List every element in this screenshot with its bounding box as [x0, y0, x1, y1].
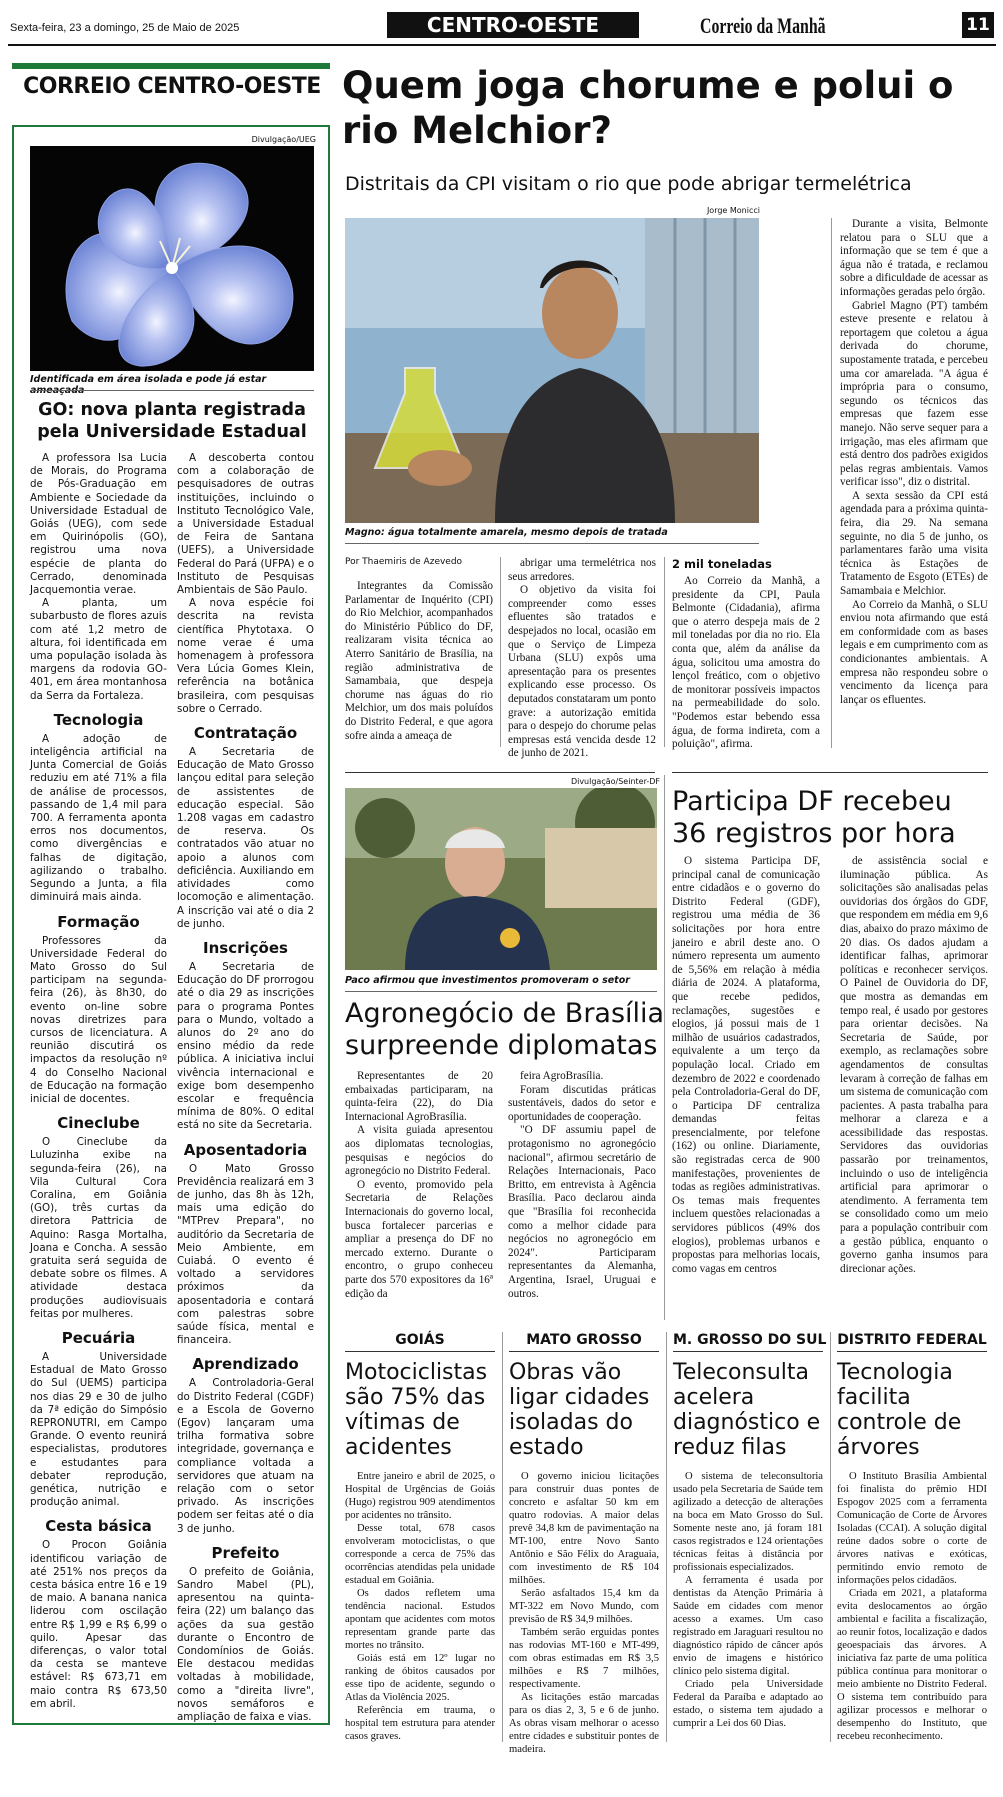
sidebar-brief — [30, 711, 167, 905]
sidebar-headline: GO: nova planta registrada pela Universidade Estadual — [37, 400, 307, 442]
main-divider-3 — [831, 218, 832, 748]
paragraph: O Mato Grosso Previdência realizará em 3 de junho, das 8h às 12h, mais uma edição do "MTPrev Prepara", no auditório da Secretaria de Meio Ambiente, em Cuiabá. O evento é voltado a servidores próximos da aposentadoria e contará com palestras sobre saúde física, mental e financeira. — [177, 1162, 314, 1347]
paragraph: Referência em trauma, o hospital tem estrutura para atender casos graves. — [345, 1705, 495, 1742]
sidebar-title: CORREIO CENTRO-OESTE — [23, 74, 321, 99]
main-col-1 — [345, 580, 493, 743]
sidebar-brief — [177, 1141, 314, 1348]
caption-rule — [30, 390, 314, 391]
brief-heading: Aposentadoria — [183, 1140, 308, 1159]
main-col-4 — [840, 218, 988, 707]
regional-divider — [502, 1332, 503, 1742]
sidebar-photo-credit: Divulgação/UEG — [251, 135, 316, 144]
paragraph: Durante a visita, Belmonte relatou para o SLU que a informação que se tem é que a água não é tratada, e reclamou sobre a dificuldade de acessar as informações geradas pelo órgão. — [840, 218, 988, 298]
regional-title: Motociclistas são 75% das vítimas de acidentes — [345, 1360, 488, 1460]
sidebar-brief — [177, 1355, 314, 1535]
sidebar-brief — [177, 724, 314, 931]
paragraph: "O DF assumiu papel de protagonismo no agronegócio nacional", afirmou secretário de Relações Internacionais, Paco Britto, em entrevista à Agência Brasília. Paco declarou ainda que "Brasília foi reconhecida como a melhor cidade para negócios no agronegócio em 2024". Participaram representantes da Alemanha, Argentina, Israel, Uruguai e outros. — [508, 1124, 656, 1300]
paragraph: Ao Correio da Manhã, a presidente da CPI, Paula Belmonte (Cidadania), afirma que o aterro despeja mais de 2 mil toneladas por dia no rio. Ela conta que, além da análise da água, solicitou uma amostra do lençol freático, com o objetivo de monitorar possíveis impactos na permeabilidade do solo. "Podemos estar bebendo essa água, de forma indireta, com a poluição", afirma. — [672, 575, 820, 751]
participa-top-rule — [672, 772, 988, 773]
regional-label: DISTRITO FEDERAL — [837, 1332, 987, 1352]
sidebar-brief — [177, 939, 314, 1133]
agro-col-1 — [345, 1070, 493, 1301]
sidebar-photo-caption: Identificada em área isolada e pode já estar ameaçada — [30, 374, 267, 396]
brief-heading: Inscrições — [203, 938, 288, 957]
cpi-photo — [345, 218, 759, 523]
byline: Por Thaemiris de Azevedo — [345, 557, 463, 567]
sidebar-brief — [30, 1329, 167, 1509]
paragraph: Serão asfaltados 15,4 km da MT-322 em Novo Mundo, com previsão de R$ 34,9 milhões. — [509, 1588, 659, 1625]
sidebar-right-column — [177, 452, 314, 1732]
brief-heading: Aprendizado — [192, 1355, 299, 1374]
paragraph: Professores da Universidade Federal do Mato Grosso do Sul participam na segunda-feira (26), às 8h30, do evento on-line sobre novas diretrizes para cursos de licenciatura. A reunião discutirá os impactos da resolução nº 4 do Conselho Nacional de Educação na formação inicial de docentes. — [30, 934, 167, 1105]
brief-heading: Cesta básica — [45, 1517, 152, 1536]
regional-brief — [345, 1332, 495, 1743]
paragraph: A visita guiada apresentou aos diplomatas tecnologias, pesquisas e negócios do agronegócio no Distrito Federal. — [345, 1124, 493, 1178]
regional-brief — [673, 1332, 827, 1730]
brief-heading: Contratação — [193, 724, 298, 743]
sidebar-green-bar — [12, 63, 330, 69]
agro-photo-caption: Paco afirmou que investimentos promoveram o setor — [345, 975, 630, 986]
paragraph: Desse total, 678 casos envolveram motociclistas, o que corresponde a cerca de 75% das ocorrências atendidas pela unidade estadual em Goiânia. — [345, 1523, 495, 1586]
paragraph: O sistema Participa DF, principal canal de comunicação entre cidadãos e o governo do Distrito Federal (GDF), registrou uma média de 36 solicitações por hora entre janeiro e abril deste ano. O número representa um aumento de 5,56% em relação à média diária de 2024. A plataforma, que recebe pedidos, reclamações, sugestões e elogios, já possui mais de 1 milhão de usuários cadastrados, equivalente a um terço da população local. Criado em dezembro de 2022 e coordenado pela Controladoria-Geral do DF, o Participa DF centraliza demandas feitas presencialmente, por telefone (162) ou online. Diariamente, são registradas cerca de 900 manifestações, provenientes de todas as regiões administrativas. Os temas mais frequentes incluem questões relacionadas a servidores públicos (49% dos elogios), problemas urbanos e propostas para melhorias locais, como vagas em centros — [672, 855, 820, 1275]
brief-heading: Formação — [57, 912, 140, 931]
paragraph: A Controladoria-Geral do Distrito Federal (CGDF) e a Escola de Governo (Egov) lançaram uma trilha formativa sobre integridade, governança e compliance voltada a servidores que atuam na relação com o setor privado. As inscrições podem ser feitas até o dia 3 de junho. — [177, 1377, 314, 1535]
paragraph: A Universidade Estadual de Mato Grosso do Sul (UEMS) participa nos dias 29 e 30 de julho da 7ª edição do Simpósio REPRONUTRI, em Campo Grande. O evento reunirá especialistas, produtores e estudantes para debater reprodução, genética, nutrição e produção animal. — [30, 1350, 167, 1509]
paragraph: O governo iniciou licitações para construir duas pontes de concreto e asfaltar 50 km em quatro rodovias. A maior delas prevê 34,8 km de pavimentação na MT-100, entre Novo Santo Antônio e São Félix do Araguaia, com investimento de R$ 104 milhões. — [509, 1471, 659, 1586]
regional-title: Obras vão ligar cidades isoladas do estado — [509, 1360, 650, 1460]
sidebar-brief — [30, 452, 167, 703]
main-caption-rule — [345, 543, 759, 544]
paragraph: A descoberta contou com a colaboração de pesquisadores de outras instituições, incluindo o Instituto Tecnológico Vale, a Universidade Estadual de Feira de Santana (UEFS), a Universidade Federal do Pará (UFPA) e o Instituto de Pesquisas Ambientais de São Paulo. — [177, 452, 314, 597]
paragraph: A Secretaria de Educação de Mato Grosso lançou edital para seleção de assistentes de educação especial. São 1.208 vagas em cadastro de reserva. Os contratados vão atuar no apoio a alunos com deficiência. Auxiliando em atividades como locomoção e alimentação. A inscrição vai até o dia 2 de junho. — [177, 746, 314, 930]
regional-label: GOIÁS — [345, 1332, 495, 1352]
paragraph: Os dados refletem uma tendência nacional. Estudos apontam que acidentes com motos representam grande parte das mortes no trânsito. — [345, 1588, 495, 1651]
regional-brief — [837, 1332, 987, 1743]
main-headline: Quem joga chorume e polui o rio Melchior? — [342, 64, 954, 152]
page-number: 11 — [962, 12, 994, 38]
paragraph: feira AgroBrasília. — [520, 1070, 604, 1082]
regional-brief — [509, 1332, 659, 1756]
participa-col-1 — [672, 855, 820, 1276]
paragraph: Ao Correio da Manhã, o SLU enviou nota afirmando que está em conformidade com as bases legais e em cumprimento com as condicionantes ambientais. A empresa não respondeu sobre o vencimento da licença para lançar os efluentes. — [840, 598, 988, 706]
sidebar-brief — [177, 452, 314, 716]
agro-col-2 — [508, 1070, 656, 1301]
main-col-3 — [672, 575, 820, 752]
regional-label: MATO GROSSO — [509, 1332, 659, 1352]
brief-heading: Tecnologia — [53, 710, 144, 729]
agro-photo — [345, 788, 657, 970]
main-divider-2 — [664, 557, 665, 747]
paragraph: O Instituto Brasília Ambiental foi finalista do prêmio HDI Espogov 2025 com a ferramenta Comunicação de Corte de Árvores Isoladas (CCAI). A solução digital reúne dados sobre o corte de árvores nativas e exóticas, permitindo envio remoto de informações pelos cidadãos. — [837, 1471, 987, 1586]
regional-briefs — [345, 1332, 988, 1755]
paragraph: O Procon Goiânia identificou variação de até 251% nos preços da cesta básica entre 16 e 19 de maio. A banana nanica liderou com oscilação entre R$ 1,99 e R$ 6,99 o quilo. Apesar das diferenças, o valor total da cesta se manteve estável: R$ 673,71 em maio contra R$ 673,50 em abril. — [30, 1539, 167, 1710]
main-subheadline: Distritais da CPI visitam o rio que pode abrigar termelétrica — [345, 173, 912, 195]
paragraph: Criado pela Universidade Federal da Paraíba e adaptado ao estado, o sistema tem ajudado a cumprir a Lei dos 60 Dias. — [673, 1679, 823, 1729]
paragraph: A adoção de inteligência artificial na Junta Comercial de Goiás reduziu em até 71% a fila de análise de processos, passando de 1,4 mil para 700. A ferramenta aponta erros nos documentos, como divergências e falhas de digitação, agilizando o trabalho. Segundo a Junta, a fila diminuirá mais ainda. — [30, 732, 167, 904]
regional-label: M. GROSSO DO SUL — [673, 1332, 823, 1352]
header-rule — [8, 44, 996, 46]
regional-title: Tecnologia facilita controle de árvores — [837, 1360, 962, 1460]
paragraph: O objetivo da visita foi compreender como esses efluentes são tratados e despejados no local, ocasião em que o Serviço de Limpeza Urbana (SLU) expôs uma apresentação para os presentes explicando esse processo. Os deputados constataram um ponto grave: a autorização emitida para o despejo do chorume pelas empresas está vencida desde 12 de junho de 2021. — [508, 584, 656, 760]
paragraph: A sexta sessão da CPI está agendada para a próxima quinta-feira, dia 29. Na semana seguinte, no dia 5 de junho, os parlamentares farão uma visita técnica às Estações de Tratamento de Esgoto (ETEs) de Samambaia e Melchior. — [840, 489, 988, 598]
paragraph: A Secretaria de Educação do DF prorrogou até o dia 29 as inscrições para o programa Pontes para o Mundo, voltado a alunos do 2º ano do ensino médio da rede pública. A iniciativa inclui vivência internacional e exige bom desempenho escolar e frequência mínima de 80%. O edital está no site da Secretaria. — [177, 960, 314, 1132]
brief-heading: Prefeito — [211, 1543, 280, 1562]
main-col-2 — [508, 557, 656, 761]
paragraph: de assistência social e iluminação pública. As solicitações são analisadas pelas ouvidorias dos órgãos do GDF, que respondem em média em 9,6 dias, abaixo do prazo máximo de 20 dias. Os dados ajudam a identificar falhas, aprimorar políticas e reconhecer serviços. O Painel de Ouvidoria do DF, que mostra as demandas em tempo real, é usado por gestores para orientar decisões. Na Secretaria de Saúde, por exemplo, as reclamações sobre agendamentos de consultas levaram à correção de falhas em um sistema de comunicação com pacientes. A pasta trabalha para melhorar a clareza e a acessibilidade das respostas. Servidores das ouvidorias passarão por treinamentos, incluindo o uso de inteligência artificial para aprimorar o atendimento. A ferramenta tem se consolidado como um meio para a população contribuir com a gestão pública, enquanto o governo ganha insumos para direcionar ações. — [840, 855, 988, 1275]
paragraph: Integrantes da Comissão Parlamentar de Inquérito (CPI) do Rio Melchior, acompanhados do Ministério Público do DF, realizaram visita técnica ao Aterro Sanitário de Brasília, na região administrativa de Samambaia, que despeja chorume nas águas do rio Melchior, um dos mais poluídos do Distrito Federal, e que agora sofre ainda a ameaça de — [345, 580, 493, 742]
sidebar-brief — [177, 1544, 314, 1724]
paragraph: As licitações estão marcadas para os dias 2, 3, 5 e 6 de junho. As obras visam melhorar o acesso entre cidades e substituir pontes de madeira. — [509, 1692, 659, 1755]
paragraph: A professora Isa Lucia de Morais, do Programa de Pós-Graduação em Ambiente e Sociedade da Universidade Estadual de Goiás (UEG), com sede em Quirinópolis (GO), registrou uma nova espécie de planta do Cerrado, denominada Jacquemontia verae. — [30, 452, 167, 597]
issue-date: Sexta-feira, 23 a domingo, 25 de Maio de 2025 — [10, 22, 240, 34]
brief-heading: Cineclube — [57, 1114, 140, 1133]
regional-divider — [830, 1332, 831, 1742]
sidebar-brief — [30, 1114, 167, 1321]
paragraph: A nova espécie foi descrita na revista científica Phytotaxa. O nome verae é uma homenagem à professora Vera Lúcia Gomes Klein, referência na botânica brasileira, com pesquisas sobre o Cerrado. — [177, 597, 314, 715]
main-col-3-heading: 2 mil toneladas — [672, 557, 772, 571]
paragraph: abrigar uma termelétrica nos seus arredores. — [508, 557, 656, 583]
agro-headline: Agronegócio de Brasília surpreende diplomatas — [345, 998, 665, 1061]
paragraph: Criada em 2021, a plataforma evita deslocamentos ao órgão ambiental e facilita a fiscalização, ao reunir fotos, localização e dados geoespaciais das árvores. A iniciativa faz parte de uma política pública contínua para monitorar o meio ambiente no Distrito Federal. O sistema tem contribuído para agilizar processos e melhorar o desempenho do Instituto, que recebeu reconhecimento. — [837, 1588, 987, 1742]
agro-divider — [664, 775, 665, 1320]
brand-logo: Correio da Manhã — [700, 13, 826, 38]
regional-title: Teleconsulta acelera diagnóstico e reduz filas — [673, 1360, 821, 1460]
participa-col-2 — [840, 855, 988, 1276]
main-photo-credit: Jorge Monicci — [706, 206, 760, 215]
sidebar-left-column — [30, 452, 167, 1719]
paragraph: O evento, promovido pela Secretaria de Relações Internacionais do governo local, busca fortalecer parcerias e ampliar a presença do DF no mercado externo. Durante o encontro, o grupo conheceu parte dos 570 expositores da 16ª edição da — [345, 1178, 493, 1300]
participa-headline: Participa DF recebeu 36 registros por hora — [672, 786, 956, 849]
paragraph: O sistema de teleconsultoria usado pela Secretaria de Saúde tem agilizado a detecção de alterações na boca em Mato Grosso do Sul. Somente neste ano, já foram 181 casos registrados e 124 orientações técnicas feitas à distância por profissionais especializados. — [673, 1471, 823, 1573]
flower-photo — [30, 146, 314, 371]
brief-heading: Pecuária — [61, 1328, 136, 1347]
paragraph: O Cineclube da Luluzinha exibe na segunda-feira (26), na Vila Cultural Cora Coralina, em Goiânia (GO), três curtas da diretora Pattricia de Aquino: Rasga Mortalha, Joana e Concha. A sessão gratuita será seguida de debate sobre os filmes. A atividade destaca produções audiovisuais feitas por mulheres. — [30, 1136, 167, 1320]
paragraph: A planta, um subarbusto de flores azuis com até 1,2 metro de altura, foi identificada em uma população isolada às margens da rodovia GO-401, em área montanhosa da Serra da Fortaleza. — [30, 597, 167, 702]
agro-photo-credit: Divulgação/Seinter-DF — [570, 777, 660, 786]
section-banner: CENTRO-OESTE — [387, 12, 639, 38]
paragraph: Representantes de 20 embaixadas participaram, na quinta-feira (22), do Dia Internacional AgroBrasília. — [345, 1070, 493, 1123]
paragraph: Entre janeiro e abril de 2025, o Hospital de Urgências de Goiás (Hugo) registrou 909 atendimentos por acidentes no trânsito. — [345, 1471, 495, 1521]
paragraph: A ferramenta é usada por dentistas da Atenção Primária à Saúde em cidades com menor acesso a exames. Um caso registrado em Jaraguari resultou no diagnóstico rápido de câncer após envio de imagens e histórico clínico pelo sistema digital. — [673, 1575, 823, 1677]
agro-caption-rule — [345, 991, 657, 992]
paragraph: Também serão erguidas pontes nas rodovias MT-160 e MT-499, com obras estimadas em R$ 3,5 milhões e R$ 7 milhões, respectivamente. — [509, 1627, 659, 1690]
sidebar-brief — [30, 913, 167, 1107]
paragraph: Goiás está em 12º lugar no ranking de óbitos causados por esse tipo de acidente, segundo o Atlas da Violência 2025. — [345, 1653, 495, 1703]
agro-top-rule — [345, 772, 655, 773]
regional-divider — [666, 1332, 667, 1742]
main-divider-1 — [500, 557, 501, 747]
paragraph: Gabriel Magno (PT) também esteve presente e relatou à reportagem que coletou a água derivada do chorume, supostamente tratada, e percebeu uma cor amarelada. "A água é imprópria para o consumo, segundo os técnicos das empresas que fazem esse manejo. Não serve sequer para a irrigação, mas eles afirmam que está dentro dos padrões exigidos pelas regras ambientais. Vamos verificar isso", diz o distrital. — [840, 299, 988, 489]
sidebar-brief — [30, 1517, 167, 1711]
paragraph: O prefeito de Goiânia, Sandro Mabel (PL), apresentou na quinta-feira (22) um balanço das ações da sua gestão durante o Encontro de Condomínios de Goiás. Ele destacou medidas voltadas à mobilidade, como a "direita livre", novos semáforos e ampliação de faixa e vias. — [177, 1565, 314, 1724]
main-photo-caption: Magno: água totalmente amarela, mesmo depois de tratada — [345, 527, 668, 538]
paragraph: Foram discutidas práticas sustentáveis, dados do setor e oportunidades de cooperação. — [508, 1083, 656, 1123]
